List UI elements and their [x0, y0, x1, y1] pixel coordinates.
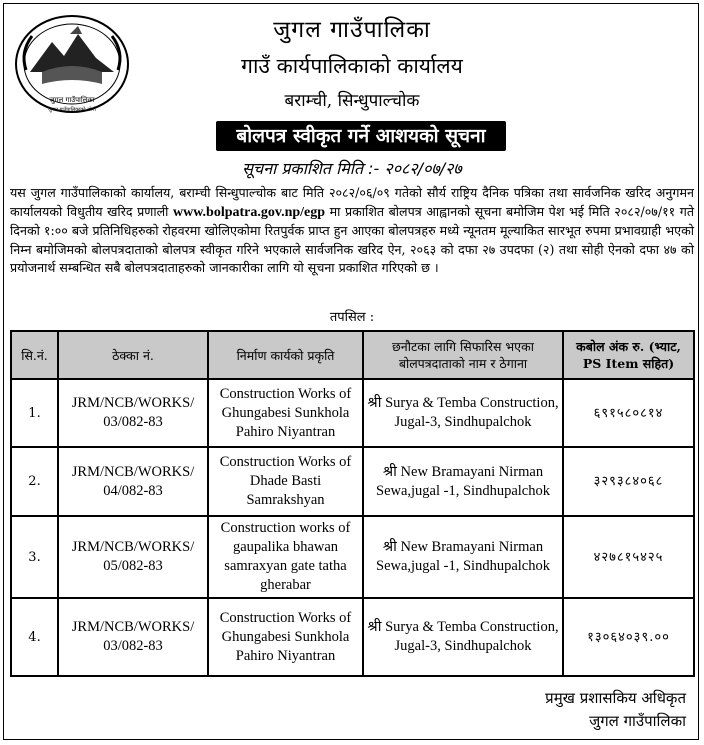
- table-row: [11, 379, 694, 447]
- municipality-name: जुगल गाउँपालिका: [273, 17, 431, 43]
- row-sn: 3.: [11, 516, 58, 598]
- bolpatra-url: www.bolpatra.gov.np/egp: [172, 204, 326, 220]
- header-amount-line2: PS Item सहित): [582, 356, 675, 371]
- row-amount: १३०६४०३९.००: [563, 598, 694, 676]
- row-amount: ३२९३८४०६८: [563, 447, 694, 516]
- row-work: Construction works of gaupalika bhawan samraxyan gate tatha gherabar: [208, 516, 363, 598]
- header-work: निर्माण कार्यको प्रकृति: [208, 331, 363, 379]
- row-amount: ४२७८१५४२५: [563, 516, 694, 598]
- bid-table: [10, 330, 695, 677]
- row-contract: JRM/NCB/WORKS/ 03/082-83: [58, 379, 208, 447]
- signatory-designation: प्रमुख प्रशासकिय अधिकृत: [545, 689, 686, 707]
- row-contract: JRM/NCB/WORKS/ 03/082-83: [58, 598, 208, 676]
- row-bidder: श्री Surya & Temba Construction, Jugal-3, Sindhupalchok: [363, 598, 563, 676]
- row-work: Construction Works of Ghungabesi Sunkhola Pahiro Niyantran: [208, 379, 363, 447]
- header-amount-line1: कबोल अंक रु. (भ्याट,: [576, 339, 681, 354]
- row-work: Construction Works of Dhade Basti Samrakshyan: [208, 447, 363, 516]
- notice-body-part1: यस जुगल गाउँपालिकाको कार्यालय, बराम्ची सिन्धुपाल्चोक बाट मिति २०८२/०६/०९ गतेको सौर्य राष्ट्रिय दैनिक पत्रिका तथा सार्वजनिक खरिद अनुगमन कार्यालयको विधुतीय खरिद प्रणाली: [10, 185, 694, 219]
- row-sn: 2.: [11, 447, 58, 516]
- row-bidder: श्री New Bramayani Nirman Sewa,jugal -1, Sindhupalchok: [363, 516, 563, 598]
- row-bidder: श्री New Bramayani Nirman Sewa,jugal -1, Sindhupalchok: [363, 447, 563, 516]
- table-row: [11, 516, 694, 598]
- row-amount: ६९१५८०८१४: [563, 379, 694, 447]
- table-row: [11, 598, 694, 676]
- table-row: [11, 447, 694, 516]
- published-date: सूचना प्रकाशित मिति :- २०८२/०७/२७: [242, 159, 462, 178]
- row-sn: 1.: [11, 379, 58, 447]
- header-contract: ठेक्का नं.: [58, 331, 208, 379]
- office-name: गाउँ कार्यपालिकाको कार्यालय: [241, 54, 463, 78]
- row-contract: JRM/NCB/WORKS/ 05/082-83: [58, 516, 208, 598]
- row-contract: JRM/NCB/WORKS/ 04/082-83: [58, 447, 208, 516]
- row-bidder: श्री Surya & Temba Construction, Jugal-3, Sindhupalchok: [363, 379, 563, 447]
- tapasil-label: तपसिल :: [329, 310, 375, 325]
- signatory-office: जुगल गाउँपालिका: [589, 712, 686, 730]
- table-header-row: [11, 331, 694, 379]
- notice-body: [10, 184, 694, 278]
- notice-title: बोलपत्र स्वीकृत गर्ने आशयको सूचना: [216, 121, 506, 151]
- header-amount: [563, 331, 694, 379]
- emblem-ring-text: जुगल गाउँपालिकाको लोगो: [48, 107, 96, 113]
- emblem-caption: जुगल गाउँपालिका: [49, 96, 95, 104]
- office-address: बराम्ची, सिन्धुपाल्चोक: [284, 91, 420, 111]
- notice-body-part2: मा प्रकाशित बोलपत्र आह्वानको सूचना बमोजिम पेश भई मिति २०८२/०७/११ गते दिनको १:०० बजे प्रतिनिधिहरुको रोहवरमा खोलिएकोमा रितपुर्वक प्राप्त हुन आएका बोलपत्रहरु मध्ये न्यूनतम मूल्याकित सारभूत रुपमा प्रभावग्राही भएको निम्न बमोजिमको बोलपत्रदाताको बोलपत्र स्वीकृत गरिने भएकाले सार्वजनिक खरिद ऐन, २०६३ को दफा २७ उपदफा (२) तथा सोही ऐनको दफा ४७ को प्रयोजनार्थ सम्बन्धित सबै बोलपत्रदाताहरुको जानकारीका लागि यो सूचना प्रकाशित गरिएको छ ।: [10, 203, 694, 276]
- header-sn: सि.नं.: [11, 331, 58, 379]
- row-work: Construction Works of Ghungabesi Sunkhola Pahiro Niyantran: [208, 598, 363, 676]
- header-bidder: छनौटका लागि सिफारिस भएका बोलपत्रदाताको नाम र ठेगाना: [363, 331, 563, 379]
- row-sn: 4.: [11, 598, 58, 676]
